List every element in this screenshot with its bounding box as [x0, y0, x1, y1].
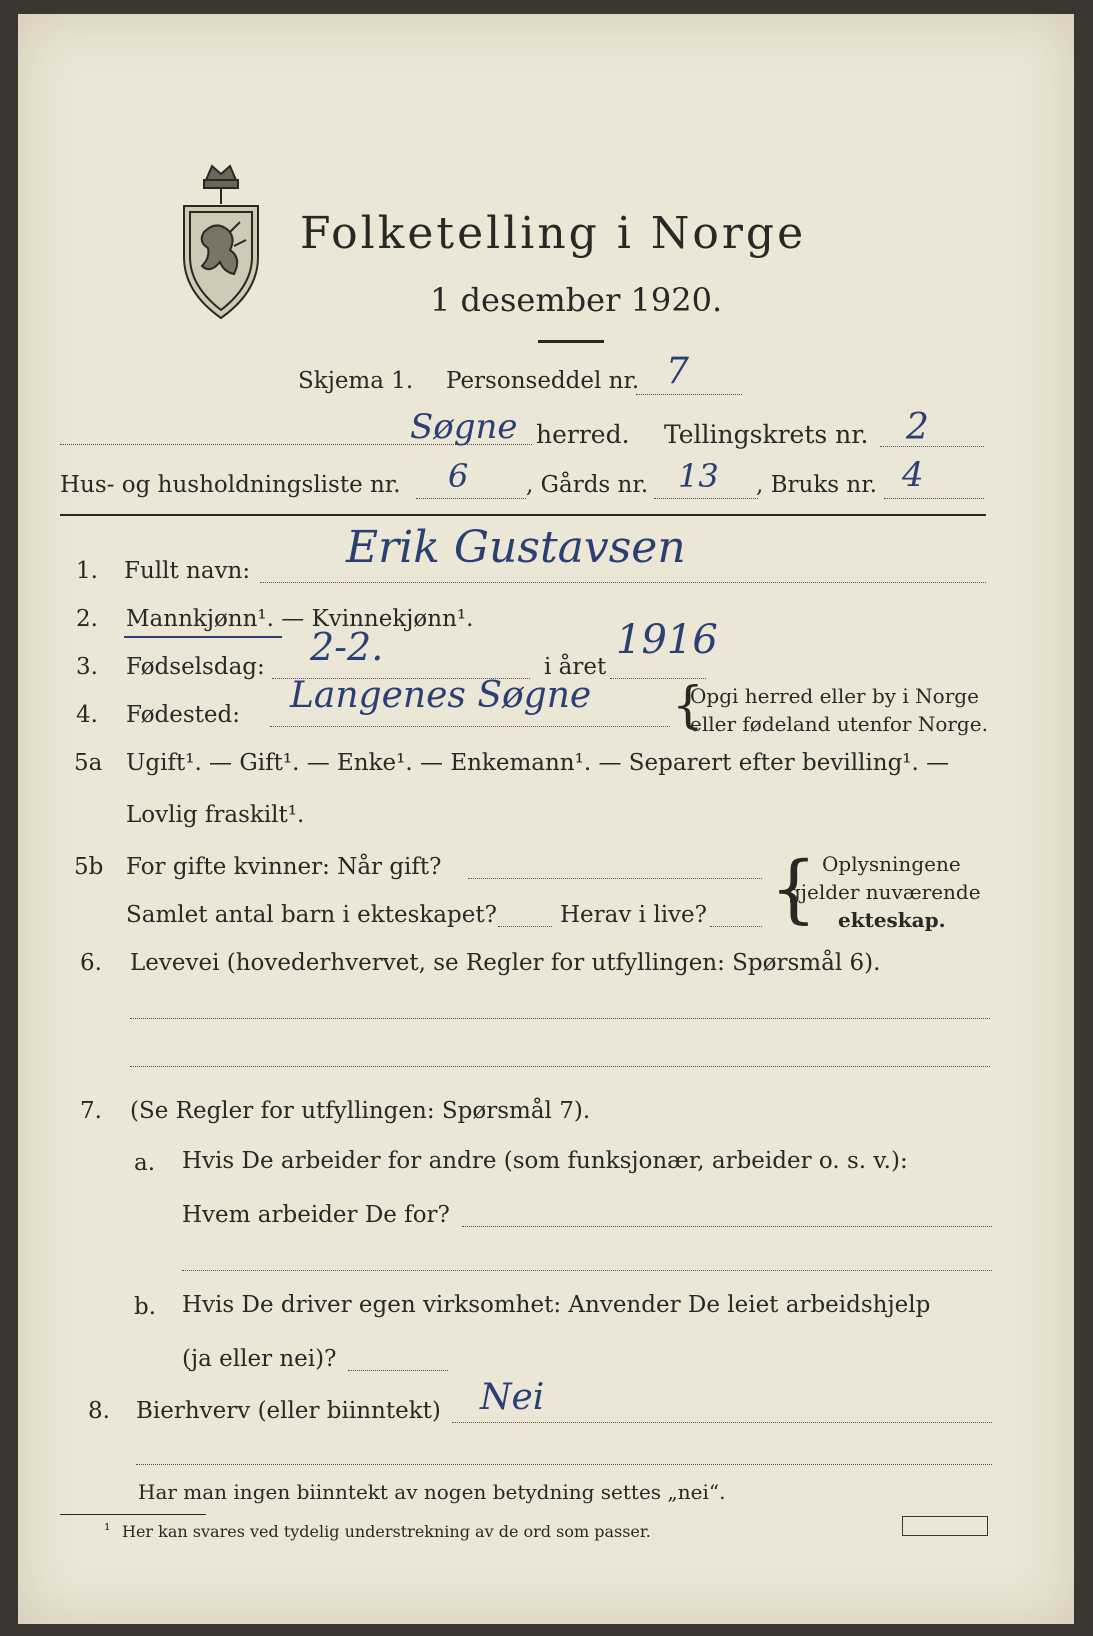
q5b-when-line	[468, 878, 762, 879]
herred-label: herred.	[536, 420, 630, 449]
q5b-note-2: gjelder nuværende	[788, 880, 981, 904]
q7b-line-2: (ja eller nei)?	[182, 1346, 337, 1372]
q3-label: Fødselsdag:	[126, 654, 265, 680]
q5a-line-2: Lovlig fraskilt¹.	[126, 802, 305, 828]
q4-number: 4.	[76, 702, 98, 728]
footnote-divider	[60, 1514, 206, 1515]
q5b-line-2a: Samlet antal barn i ekteskapet?	[126, 902, 497, 928]
q1-line	[260, 582, 986, 583]
q2-male-underline	[124, 636, 282, 638]
q1-value: Erik Gustavsen	[346, 522, 686, 573]
q6-label: Levevei (hovederhvervet, se Regler for utfyllingen: Spørsmål 6).	[130, 950, 881, 976]
personseddel-value: 7	[666, 351, 689, 392]
q5b-note-3: ekteskap.	[838, 908, 946, 932]
q3-value: 2-2.	[310, 625, 384, 669]
q8-line	[452, 1422, 992, 1423]
printer-stamp	[902, 1516, 988, 1536]
q4-label: Fødested:	[126, 702, 241, 728]
q1-label: Fullt navn:	[124, 558, 251, 584]
q5b-brace: {	[770, 846, 818, 932]
personseddel-label: Personseddel nr.	[446, 368, 640, 394]
bruks-label: , Bruks nr.	[756, 472, 877, 498]
tellingskrets-value: 2	[906, 407, 929, 448]
hus-line	[416, 498, 526, 499]
q5b-line-2b: Herav i live?	[560, 902, 707, 928]
q7b-line-1: Hvis De driver egen virksomhet: Anvender De leiet arbeidshjelp	[182, 1292, 931, 1318]
q3-year-label: i året	[544, 654, 607, 680]
q7-number: 7.	[80, 1098, 102, 1124]
header-divider	[60, 514, 986, 516]
q4-value: Langenes Søgne	[290, 675, 592, 716]
bruks-line	[884, 498, 984, 499]
q3-year-value: 1916	[616, 617, 718, 663]
norwegian-coat-of-arms-icon	[176, 162, 266, 322]
q7-label: (Se Regler for utfyllingen: Spørsmål 7).	[130, 1098, 591, 1124]
q7a-line-1: Hvis De arbeider for andre (som funksjonær, arbeider o. s. v.):	[182, 1148, 908, 1174]
q2-number: 2.	[76, 606, 98, 632]
q7a-letter: a.	[134, 1150, 156, 1176]
census-form-page	[18, 14, 1074, 1624]
q6-line-1	[130, 1018, 990, 1019]
q4-brace: {	[672, 676, 704, 734]
q8-line-2	[136, 1464, 992, 1465]
q7b-letter: b.	[134, 1294, 157, 1320]
tellingskrets-line	[880, 446, 984, 447]
q5b-note-1: Oplysningene	[822, 852, 961, 876]
form-date: 1 desember 1920.	[430, 281, 723, 319]
herred-value: Søgne	[410, 407, 518, 447]
q8-value: Nei	[480, 1377, 545, 1418]
personseddel-line	[636, 394, 742, 395]
form-title: Folketelling i Norge	[300, 208, 807, 259]
q5b-alive-line	[710, 926, 762, 927]
q8-number: 8.	[88, 1398, 110, 1424]
bruks-value: 4	[902, 455, 924, 495]
q5b-children-line	[498, 926, 552, 927]
q5b-line-1: For gifte kvinner: Når gift?	[126, 854, 442, 880]
title-divider	[538, 340, 604, 343]
q6-line-2	[130, 1066, 990, 1067]
footnote-text: Her kan svares ved tydelig understrekning av de ord som passer.	[122, 1522, 651, 1541]
q8-label: Bierhverv (eller biinntekt)	[136, 1398, 441, 1424]
q7b-answer-line	[348, 1370, 448, 1371]
q5b-number: 5b	[74, 854, 104, 880]
footnote-mark: ¹	[104, 1520, 111, 1539]
q5a-line-1: Ugift¹. — Gift¹. — Enke¹. — Enkemann¹. — Separert efter bevilling¹. —	[126, 750, 950, 776]
q7a-answer-line-1	[462, 1226, 992, 1227]
q5a-number: 5a	[74, 750, 103, 776]
q7a-line-2: Hvem arbeider De for?	[182, 1202, 450, 1228]
q4-note-2: eller fødeland utenfor Norge.	[690, 712, 988, 736]
q4-note-1: Opgi herred eller by i Norge	[690, 684, 979, 708]
hus-value: 6	[448, 457, 469, 495]
footer-note: Har man ingen biinntekt av nogen betydning settes „nei“.	[138, 1480, 726, 1504]
gards-value: 13	[678, 457, 719, 495]
q4-line	[270, 726, 670, 727]
q6-number: 6.	[80, 950, 102, 976]
gards-label: , Gårds nr.	[526, 472, 649, 498]
q3-number: 3.	[76, 654, 98, 680]
gards-line	[654, 498, 758, 499]
q2-label: Mannkjønn¹. — Kvinnekjønn¹.	[126, 606, 474, 632]
q1-number: 1.	[76, 558, 98, 584]
tellingskrets-label: Tellingskrets nr.	[664, 420, 869, 449]
q7a-answer-line-2	[182, 1270, 992, 1271]
hus-label: Hus- og husholdningsliste nr.	[60, 472, 401, 498]
skjema-label: Skjema 1.	[298, 368, 414, 394]
